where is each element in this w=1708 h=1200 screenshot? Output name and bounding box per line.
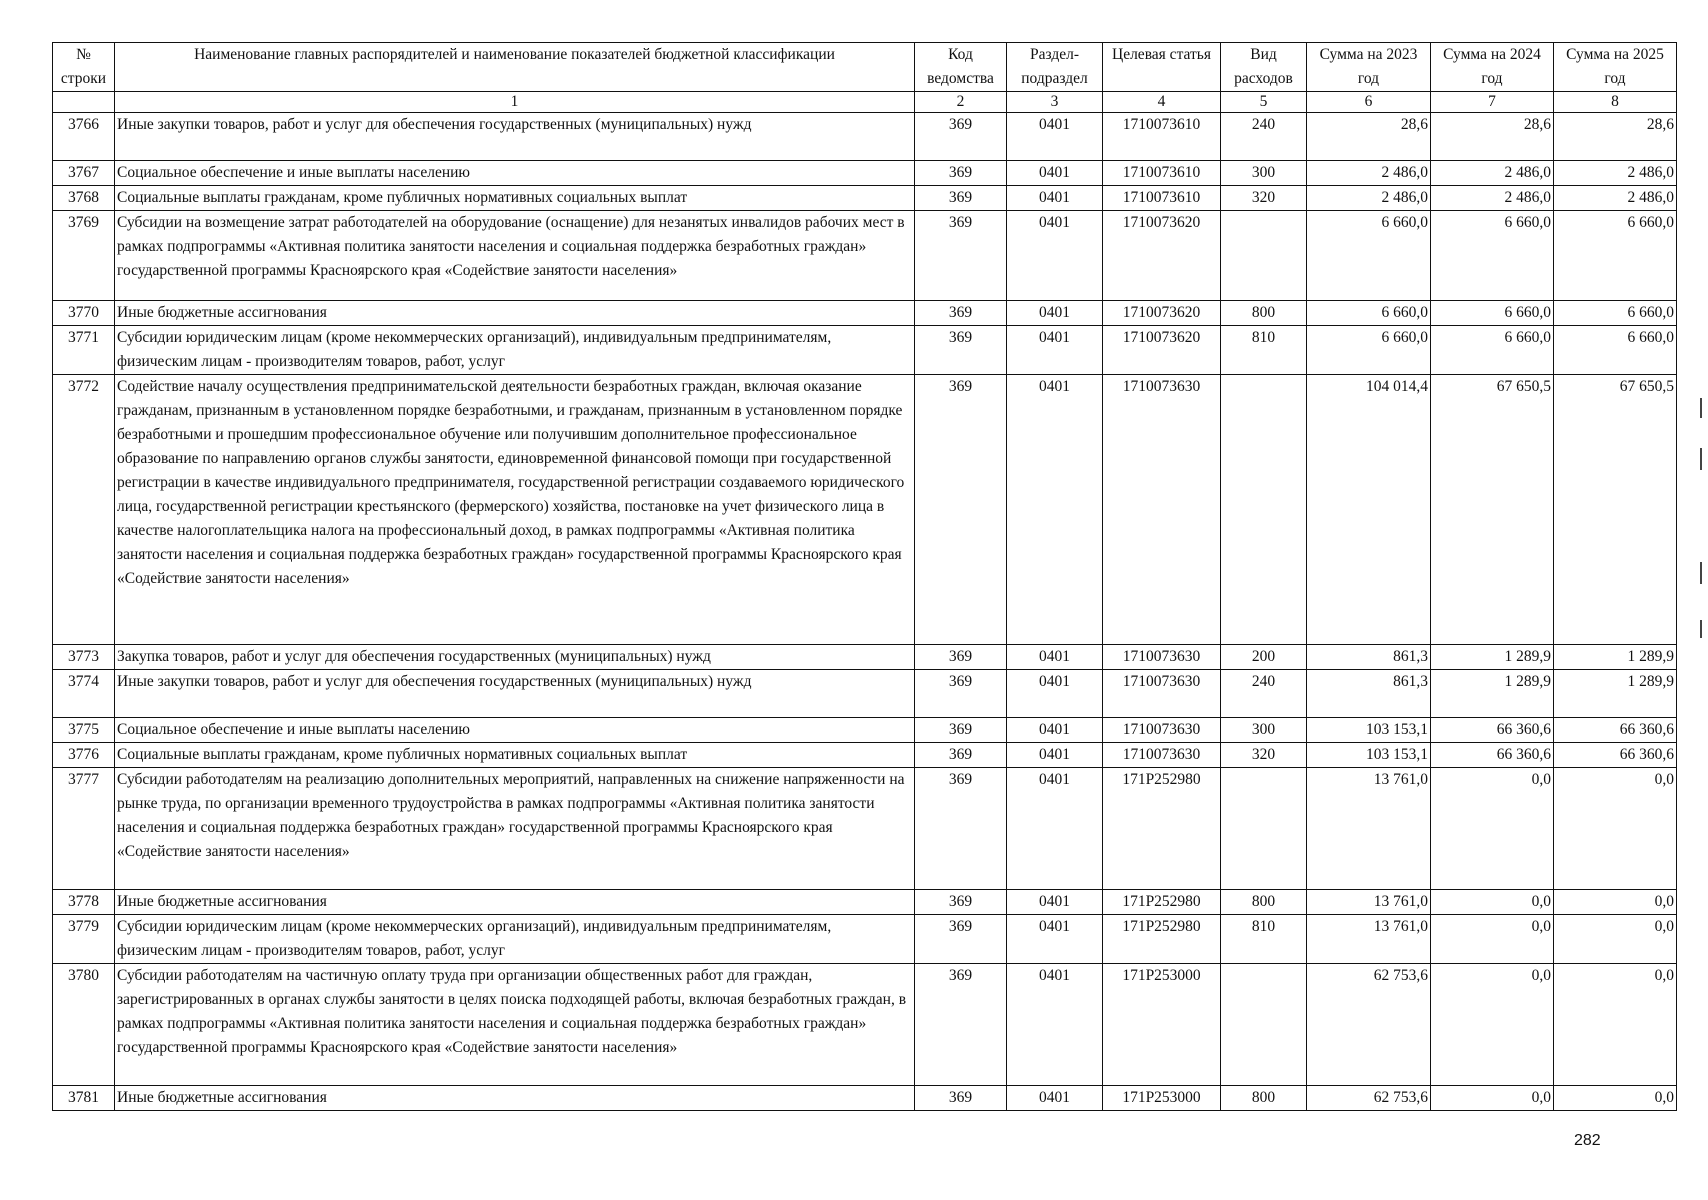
target-code: 1710073610 (1103, 113, 1221, 161)
dept-code: 369 (915, 301, 1007, 326)
target-code: 1710073610 (1103, 186, 1221, 211)
section-code: 0401 (1007, 964, 1103, 1086)
row-number: 3770 (53, 301, 115, 326)
column-number: 6 (1307, 92, 1431, 113)
expense-type (1221, 768, 1307, 890)
row-number: 3771 (53, 326, 115, 375)
sum-2025: 28,6 (1554, 113, 1677, 161)
sum-2023: 62 753,6 (1307, 964, 1431, 1086)
budget-table (52, 42, 1677, 1111)
section-code: 0401 (1007, 645, 1103, 670)
sum-2025: 0,0 (1554, 964, 1677, 1086)
header-sum-2024: Сумма на 2024 год (1431, 43, 1554, 92)
section-code: 0401 (1007, 718, 1103, 743)
sum-2024: 0,0 (1431, 890, 1554, 915)
table-row (53, 718, 1677, 743)
page-number: 282 (1574, 1132, 1601, 1149)
table-row (53, 890, 1677, 915)
sum-2024: 6 660,0 (1431, 301, 1554, 326)
dept-code: 369 (915, 915, 1007, 964)
sum-2023: 13 761,0 (1307, 890, 1431, 915)
table-row (53, 211, 1677, 301)
expense-type: 320 (1221, 743, 1307, 768)
row-name: Субсидии на возмещение затрат работодателей на оборудование (оснащение) для незанятых инвалидов рабочих мест в рамках подпрограммы «Активная политика занятости населения и социальная поддержка безработных граждан» государственной программы Красноярского края «Содействие занятости населения» (115, 211, 915, 301)
sum-2024: 6 660,0 (1431, 211, 1554, 301)
header-row (53, 43, 1677, 92)
sum-2024: 0,0 (1431, 1086, 1554, 1111)
row-name: Содействие началу осуществления предпринимательской деятельности безработных граждан, включая оказание гражданам, признанным в установленном порядке безработными, и гражданам, признанным в установленном порядке безработными и прошедшим профессиональное обучение или получившим дополнительное профессиональное образование по направлению органов службы занятости, единовременной финансовой помощи при государственной регистрации в качестве индивидуального предпринимателя, государственной регистрации создаваемого юридического лица, государственной регистрации крестьянского (фермерского) хозяйства, постановке на учет физического лица в качестве налогоплательщика налога на профессиональный доход, в рамках подпрограммы «Активная политика занятости населения и социальная поддержка безработных граждан» государственной программы Красноярского края «Содействие занятости населения» (115, 375, 915, 645)
row-number: 3766 (53, 113, 115, 161)
sum-2025: 0,0 (1554, 768, 1677, 890)
sum-2025: 66 360,6 (1554, 718, 1677, 743)
table-body (53, 113, 1677, 1111)
sum-2023: 28,6 (1307, 113, 1431, 161)
column-number-blank (53, 92, 115, 113)
row-name: Социальные выплаты гражданам, кроме публичных нормативных социальных выплат (115, 743, 915, 768)
sum-2024: 1 289,9 (1431, 645, 1554, 670)
target-code: 171P253000 (1103, 1086, 1221, 1111)
sum-2024: 0,0 (1431, 915, 1554, 964)
row-number: 3776 (53, 743, 115, 768)
column-number: 4 (1103, 92, 1221, 113)
scan-mark (1700, 562, 1702, 584)
sum-2024: 66 360,6 (1431, 718, 1554, 743)
section-code: 0401 (1007, 890, 1103, 915)
sum-2025: 6 660,0 (1554, 301, 1677, 326)
expense-type (1221, 964, 1307, 1086)
target-code: 171P252980 (1103, 890, 1221, 915)
row-number: 3781 (53, 1086, 115, 1111)
sum-2023: 861,3 (1307, 670, 1431, 718)
section-code: 0401 (1007, 1086, 1103, 1111)
section-code: 0401 (1007, 301, 1103, 326)
table-row (53, 915, 1677, 964)
row-name: Социальное обеспечение и иные выплаты населению (115, 161, 915, 186)
header-sum-2023: Сумма на 2023 год (1307, 43, 1431, 92)
section-code: 0401 (1007, 326, 1103, 375)
dept-code: 369 (915, 645, 1007, 670)
table-row (53, 768, 1677, 890)
expense-type: 240 (1221, 113, 1307, 161)
row-number: 3767 (53, 161, 115, 186)
header-expense-type: Вид расходов (1221, 43, 1307, 92)
row-number: 3768 (53, 186, 115, 211)
dept-code: 369 (915, 161, 1007, 186)
header-section: Раздел-подраздел (1007, 43, 1103, 92)
sum-2025: 1 289,9 (1554, 645, 1677, 670)
sum-2025: 1 289,9 (1554, 670, 1677, 718)
target-code: 1710073630 (1103, 718, 1221, 743)
expense-type: 300 (1221, 161, 1307, 186)
row-number: 3775 (53, 718, 115, 743)
column-number: 5 (1221, 92, 1307, 113)
table-row (53, 743, 1677, 768)
column-number: 8 (1554, 92, 1677, 113)
sum-2024: 28,6 (1431, 113, 1554, 161)
target-code: 1710073610 (1103, 161, 1221, 186)
table-row (53, 161, 1677, 186)
sum-2025: 2 486,0 (1554, 161, 1677, 186)
target-code: 171P253000 (1103, 964, 1221, 1086)
row-name: Закупка товаров, работ и услуг для обеспечения государственных (муниципальных) нужд (115, 645, 915, 670)
header-dept-code: Код ведомства (915, 43, 1007, 92)
table-row (53, 670, 1677, 718)
sum-2023: 2 486,0 (1307, 161, 1431, 186)
table-header (53, 43, 1677, 113)
table-row (53, 301, 1677, 326)
dept-code: 369 (915, 670, 1007, 718)
table-row (53, 645, 1677, 670)
sum-2023: 6 660,0 (1307, 326, 1431, 375)
target-code: 171P252980 (1103, 768, 1221, 890)
column-number: 1 (115, 92, 915, 113)
row-name: Иные бюджетные ассигнования (115, 890, 915, 915)
section-code: 0401 (1007, 211, 1103, 301)
target-code: 171P252980 (1103, 915, 1221, 964)
expense-type: 800 (1221, 301, 1307, 326)
scan-mark (1700, 620, 1702, 638)
sum-2025: 66 360,6 (1554, 743, 1677, 768)
row-number: 3780 (53, 964, 115, 1086)
section-code: 0401 (1007, 161, 1103, 186)
sum-2025: 0,0 (1554, 1086, 1677, 1111)
expense-type: 240 (1221, 670, 1307, 718)
dept-code: 369 (915, 113, 1007, 161)
sum-2023: 2 486,0 (1307, 186, 1431, 211)
sum-2024: 2 486,0 (1431, 161, 1554, 186)
row-number: 3777 (53, 768, 115, 890)
sum-2023: 6 660,0 (1307, 301, 1431, 326)
section-code: 0401 (1007, 915, 1103, 964)
sum-2024: 0,0 (1431, 964, 1554, 1086)
table-row (53, 375, 1677, 645)
dept-code: 369 (915, 375, 1007, 645)
expense-type: 800 (1221, 890, 1307, 915)
sum-2024: 2 486,0 (1431, 186, 1554, 211)
target-code: 1710073620 (1103, 326, 1221, 375)
expense-type: 800 (1221, 1086, 1307, 1111)
row-name: Социальное обеспечение и иные выплаты населению (115, 718, 915, 743)
sum-2023: 104 014,4 (1307, 375, 1431, 645)
table-row (53, 113, 1677, 161)
row-name: Иные закупки товаров, работ и услуг для обеспечения государственных (муниципальных) нужд (115, 113, 915, 161)
dept-code: 369 (915, 1086, 1007, 1111)
sum-2024: 66 360,6 (1431, 743, 1554, 768)
column-number-row (53, 92, 1677, 113)
row-number: 3773 (53, 645, 115, 670)
row-number: 3779 (53, 915, 115, 964)
table-row (53, 964, 1677, 1086)
dept-code: 369 (915, 964, 1007, 1086)
dept-code: 369 (915, 890, 1007, 915)
section-code: 0401 (1007, 375, 1103, 645)
section-code: 0401 (1007, 768, 1103, 890)
section-code: 0401 (1007, 186, 1103, 211)
expense-type: 300 (1221, 718, 1307, 743)
expense-type: 810 (1221, 915, 1307, 964)
dept-code: 369 (915, 186, 1007, 211)
sum-2023: 13 761,0 (1307, 768, 1431, 890)
target-code: 1710073620 (1103, 301, 1221, 326)
row-name: Субсидии юридическим лицам (кроме некоммерческих организаций), индивидуальным предпринимателям, физическим лицам - производителям товаров, работ, услуг (115, 915, 915, 964)
expense-type: 810 (1221, 326, 1307, 375)
row-name: Иные бюджетные ассигнования (115, 1086, 915, 1111)
table-row (53, 186, 1677, 211)
scan-mark (1700, 398, 1702, 418)
section-code: 0401 (1007, 113, 1103, 161)
target-code: 1710073630 (1103, 743, 1221, 768)
dept-code: 369 (915, 718, 1007, 743)
header-sum-2025: Сумма на 2025 год (1554, 43, 1677, 92)
target-code: 1710073620 (1103, 211, 1221, 301)
row-name: Иные закупки товаров, работ и услуг для обеспечения государственных (муниципальных) нужд (115, 670, 915, 718)
row-number: 3769 (53, 211, 115, 301)
sum-2023: 103 153,1 (1307, 718, 1431, 743)
sum-2024: 1 289,9 (1431, 670, 1554, 718)
row-name: Социальные выплаты гражданам, кроме публичных нормативных социальных выплат (115, 186, 915, 211)
row-name: Субсидии юридическим лицам (кроме некоммерческих организаций), индивидуальным предпринимателям, физическим лицам - производителям товаров, работ, услуг (115, 326, 915, 375)
row-number: 3772 (53, 375, 115, 645)
section-code: 0401 (1007, 670, 1103, 718)
expense-type (1221, 211, 1307, 301)
row-name: Субсидии работодателям на частичную оплату труда при организации общественных работ для граждан, зарегистрированных в органах службы занятости в целях поиска подходящей работы, включая безработных граждан, в рамках подпрограммы «Активная политика занятости населения и социальная поддержка безработных граждан» государственной программы Красноярского края «Содействие занятости населения» (115, 964, 915, 1086)
row-number: 3778 (53, 890, 115, 915)
sum-2024: 0,0 (1431, 768, 1554, 890)
sum-2024: 6 660,0 (1431, 326, 1554, 375)
expense-type: 200 (1221, 645, 1307, 670)
column-number: 7 (1431, 92, 1554, 113)
column-number: 2 (915, 92, 1007, 113)
sum-2025: 6 660,0 (1554, 326, 1677, 375)
table-row (53, 326, 1677, 375)
sum-2023: 861,3 (1307, 645, 1431, 670)
sum-2025: 0,0 (1554, 890, 1677, 915)
sum-2023: 62 753,6 (1307, 1086, 1431, 1111)
row-name: Субсидии работодателям на реализацию дополнительных мероприятий, направленных на снижение напряженности на рынке труда, по организации временного трудоустройства в рамках подпрограммы «Активная политика занятости населения и социальная поддержка безработных граждан» государственной программы Красноярского края «Содействие занятости населения» (115, 768, 915, 890)
sum-2025: 67 650,5 (1554, 375, 1677, 645)
section-code: 0401 (1007, 743, 1103, 768)
sum-2024: 67 650,5 (1431, 375, 1554, 645)
dept-code: 369 (915, 768, 1007, 890)
target-code: 1710073630 (1103, 645, 1221, 670)
row-name: Иные бюджетные ассигнования (115, 301, 915, 326)
header-row-no: № строки (53, 43, 115, 92)
row-number: 3774 (53, 670, 115, 718)
header-target: Целевая статья (1103, 43, 1221, 92)
sum-2023: 6 660,0 (1307, 211, 1431, 301)
dept-code: 369 (915, 211, 1007, 301)
dept-code: 369 (915, 743, 1007, 768)
dept-code: 369 (915, 326, 1007, 375)
table-row (53, 1086, 1677, 1111)
sum-2025: 2 486,0 (1554, 186, 1677, 211)
target-code: 1710073630 (1103, 670, 1221, 718)
header-name: Наименование главных распорядителей и наименование показателей бюджетной классификации (115, 43, 915, 92)
sum-2025: 6 660,0 (1554, 211, 1677, 301)
scan-mark (1700, 448, 1702, 470)
expense-type: 320 (1221, 186, 1307, 211)
expense-type (1221, 375, 1307, 645)
column-number: 3 (1007, 92, 1103, 113)
sum-2023: 13 761,0 (1307, 915, 1431, 964)
sum-2025: 0,0 (1554, 915, 1677, 964)
target-code: 1710073630 (1103, 375, 1221, 645)
sum-2023: 103 153,1 (1307, 743, 1431, 768)
